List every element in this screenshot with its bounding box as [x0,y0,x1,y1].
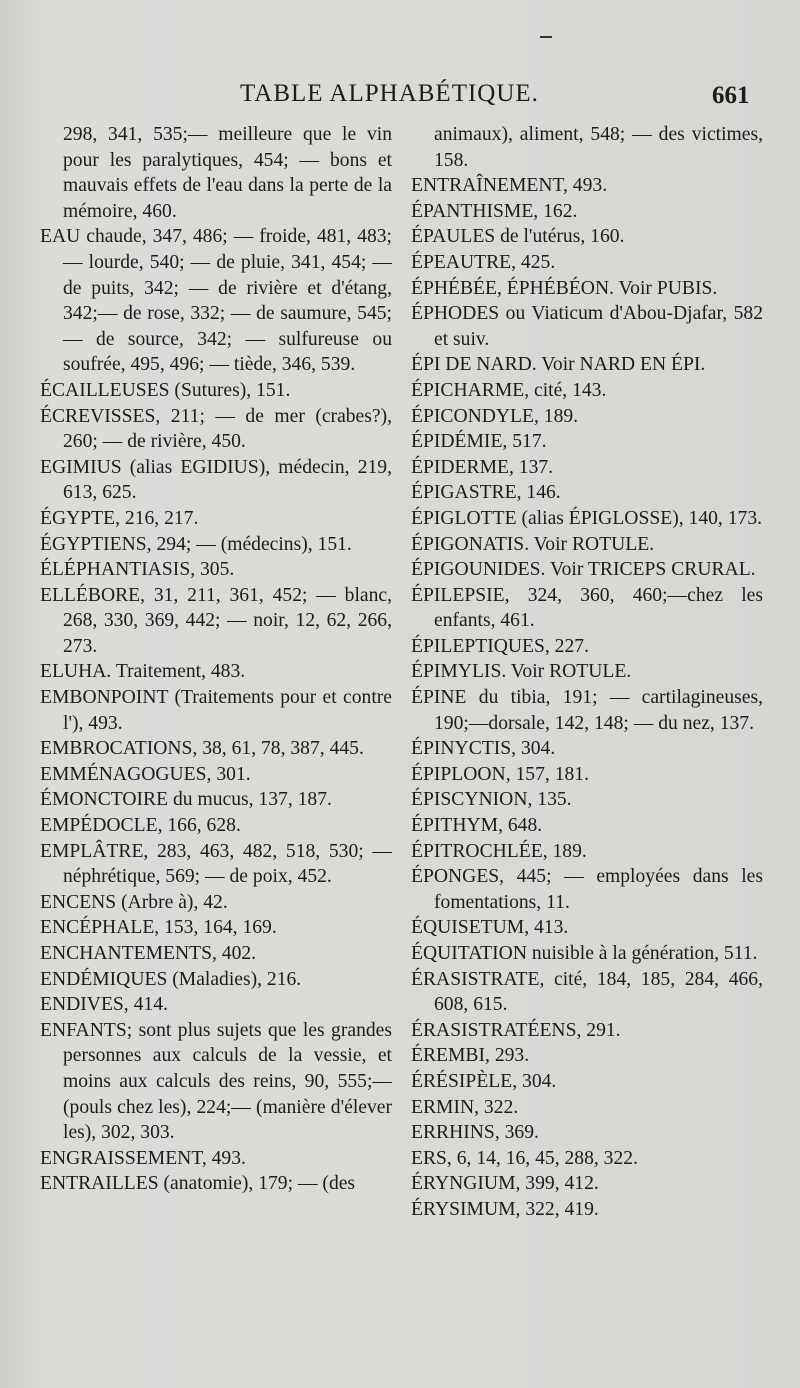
index-entry: ÉPAULES de l'utérus, 160. [411,226,625,248]
index-entry: ENCENS (Arbre à), 42. [40,891,228,913]
index-entry: ÉREMBI, 293. [411,1045,530,1067]
index-entry: animaux), aliment, 548; — des victimes, 158. [434,124,763,171]
index-entry: ÉGYPTIENS, 294; — (médecins), 151. [40,533,352,555]
index-entry: ÉPILEPSIE, 324, 360, 460;—chez les enfants, 461. [411,584,763,632]
index-entry: ÉPIGONATIS. Voir ROTULE. [411,533,655,555]
index-entry: ENTRAILLES (anatomie), 179; — (des [40,1173,356,1195]
index-entry: ÉPICONDYLE, 189. [411,405,579,427]
index-entry: ERS, 6, 14, 16, 45, 288, 322. [411,1147,638,1169]
index-entry: ÉPITROCHLÉE, 189. [411,840,587,862]
index-entry: ÉPANTHISME, 162. [411,200,578,222]
index-entry: ELUHA. Traitement, 483. [40,661,246,683]
index-entry: ÉPIGLOTTE (alias ÉPIGLOSSE), 140, 173. [411,507,763,529]
index-entry: ÉPONGES, 445; — employées dans les fomentations, 11. [411,866,763,913]
index-entry: ENGRAISSEMENT, 493. [40,1147,246,1169]
index-entry: ERMIN, 322. [411,1096,519,1118]
page-title: TABLE ALPHABÉTIQUE. [240,80,539,107]
index-entry: ÉPIGOUNIDES. Voir TRICEPS CRURAL. [411,559,756,581]
index-entry: ÉLÉPHANTIASIS, 305. [40,559,235,581]
index-entry: ÉPIPLOON, 157, 181. [411,763,589,785]
index-entry: ENDIVES, 414. [40,994,168,1016]
index-entry: ÉPINYCTIS, 304. [411,738,556,760]
index-entry: ÉRYNGIUM, 399, 412. [411,1173,599,1195]
index-entry: EMPÉDOCLE, 166, 628. [40,815,241,837]
index-entry: ÉPI DE NARD. Voir NARD EN ÉPI. [411,354,706,376]
index-entry: ÉPIDERME, 137. [411,456,554,478]
index-entry: EMPLÂTRE, 283, 463, 482, 518, 530; — néphrétique, 569; — de poix, 452. [40,840,392,888]
index-entry: ÉRASISTRATÉENS, 291. [411,1019,621,1041]
index-entry: 298, 341, 535;— meilleure que le vin pour les paralytiques, 454; — bons et mauvais effets de l'eau dans la perte de la mémoire, 460. [63,124,392,222]
index-entry: ÉCAILLEUSES (Sutures), 151. [40,379,291,401]
index-entry: ENDÉMIQUES (Maladies), 216. [40,968,302,990]
index-entry: ÉPHÉBÉE, ÉPHÉBÉON. Voir PUBIS. [411,277,718,299]
index-entry: ÉPIMYLIS. Voir ROTULE. [411,661,632,683]
index-entry: ELLÉBORE, 31, 211, 361, 452; — blanc, 268, 330, 369, 442; — noir, 12, 62, 266, 273. [40,584,392,657]
index-entry: ÉMONCTOIRE du mucus, 137, 187. [40,789,332,811]
index-entry: ÉGYPTE, 216, 217. [40,507,199,529]
index-entry: ÉPIGASTRE, 146. [411,482,561,504]
index-entry: ÉQUISETUM, 413. [411,917,569,939]
left-column [40,122,392,1197]
right-column [411,122,763,1223]
index-entry: EGIMIUS (alias EGIDIUS), médecin, 219, 613, 625. [40,456,392,504]
index-entry: ÉPICHARME, cité, 143. [411,379,607,401]
top-dash-mark [540,36,552,38]
index-entry: ENCHANTEMENTS, 402. [40,943,257,964]
index-entry: ÉQUITATION nuisible à la génération, 511. [411,943,758,964]
index-entry: ENFANTS; sont plus sujets que les grandes personnes aux calculs de la vessie, et moins aux calculs des reins, 90, 555;— (pouls chez les), 224;— (manière d'élever les), 302, 303. [40,1019,392,1144]
index-entry: ÉPEAUTRE, 425. [411,251,556,273]
index-entry: ÉPISCYNION, 135. [411,789,572,811]
index-entry: EMMÉNAGOGUES, 301. [40,763,251,785]
index-entry: ENCÉPHALE, 153, 164, 169. [40,917,277,939]
index-entry: ÉCREVISSES, 211; — de mer (crabes?), 260; — de rivière, 450. [40,405,392,453]
index-entry: ERRHINS, 369. [411,1122,539,1144]
page-number: 661 [712,82,750,109]
index-entry: ÉPINE du tibia, 191; — cartilagineuses, 190;—dorsale, 142, 148; — du nez, 137. [411,687,763,734]
index-entry: EAU chaude, 347, 486; — froide, 481, 483; — lourde, 540; — de pluie, 341, 454; — de puits, 342; — de rivière et d'étang, 342;— de rose, 332; — de saumure, 545;— de source, 342; — sulfureuse ou soufrée, 495, 496; — tiède, 346, 539. [40,226,392,376]
index-entry: EMBROCATIONS, 38, 61, 78, 387, 445. [40,738,364,760]
index-entry: EMBONPOINT (Traitements pour et contre l'), 493. [40,687,392,734]
index-entry: ÉRASISTRATE, cité, 184, 185, 284, 466, 608, 615. [411,968,763,1016]
index-entry: ÉPITHYM, 648. [411,815,543,837]
index-entry: ÉPIDÉMIE, 517. [411,431,547,453]
index-entry: ÉRYSIMUM, 322, 419. [411,1198,599,1220]
index-entry: ÉPILEPTIQUES, 227. [411,635,589,657]
index-entry: ÉRÉSIPÈLE, 304. [411,1070,557,1092]
index-entry: ÉPHODES ou Viaticum d'Abou-Djafar, 582 et suiv. [411,303,763,350]
index-entry: ENTRAÎNEMENT, 493. [411,175,608,197]
